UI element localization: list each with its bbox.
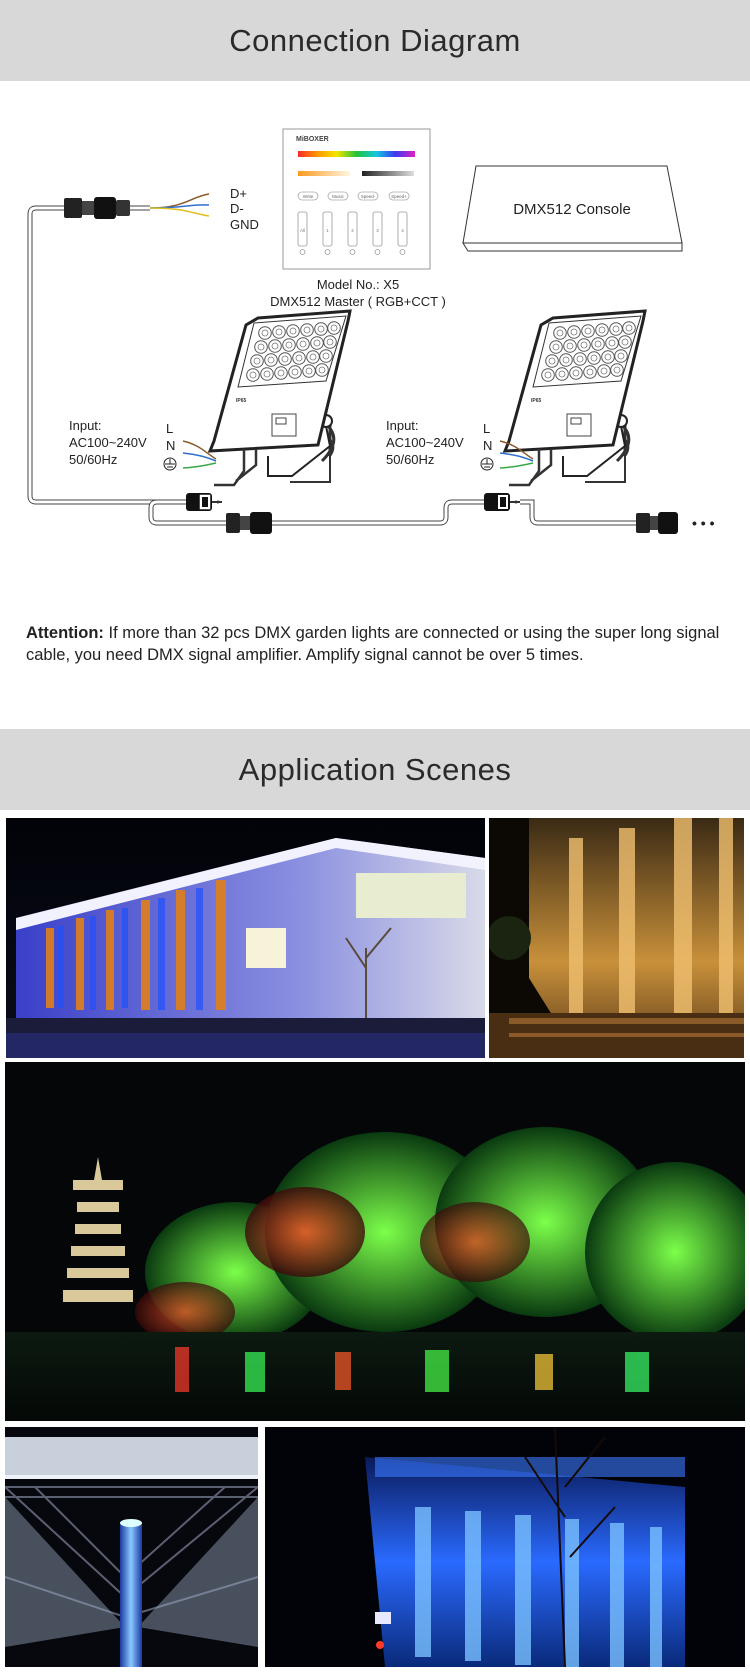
speed-up-button: Speed+ — [391, 194, 407, 199]
zone-all-label: All — [299, 228, 306, 233]
neutral-label-1: N — [166, 438, 176, 453]
zone-3-label: 3 — [376, 228, 379, 233]
floodlight-1 — [210, 311, 350, 485]
continuation-dots: • • • — [692, 515, 715, 531]
scene-classical-building — [489, 818, 744, 1058]
scene-blue-building — [265, 1427, 745, 1667]
zone-2-label: 2 — [351, 228, 354, 233]
dmx-cable-onward — [520, 502, 640, 523]
inline-connector — [226, 512, 272, 534]
d-plus-label: D+ — [230, 186, 247, 201]
panel-description-label: DMX512 Master ( RGB+CCT ) — [270, 294, 446, 309]
frequency-label-2: 50/60Hz — [386, 452, 435, 467]
model-number-label: Model No.: X5 — [316, 277, 400, 292]
music-button: Music — [332, 194, 344, 199]
frequency-label-1: 50/60Hz — [69, 452, 118, 467]
attention-text: If more than 32 pcs DMX garden lights are connected or using the super long signal cable, you need DMX signal amplifier. Amplify signal cannot be over 5 times. — [26, 624, 720, 664]
ground-icon — [481, 458, 493, 470]
connection-diagram — [0, 81, 750, 621]
dmx-signal-wires — [150, 194, 209, 216]
rgb-color-bar — [298, 151, 415, 157]
scene-steel-structure — [5, 1427, 258, 1667]
panel-brand: MiBOXER — [296, 136, 329, 143]
dmx512-master-panel — [283, 129, 430, 269]
write-button: Write — [302, 194, 314, 199]
t-connector-2 — [484, 493, 520, 511]
application-scenes-title: Application Scenes — [238, 752, 512, 787]
connection-diagram-title: Connection Diagram — [229, 23, 521, 58]
ip65-label: IP65 — [531, 398, 542, 404]
zone-4-label: 4 — [401, 228, 404, 233]
line-label-1: L — [166, 421, 174, 436]
input-label-1: Input: — [69, 418, 102, 433]
zone-1-label: 1 — [326, 228, 329, 233]
voltage-label-1: AC100~240V — [69, 435, 147, 450]
dmx512-console — [463, 166, 682, 251]
scene-garden-trees — [5, 1062, 745, 1421]
console-label: DMX512 Console — [513, 201, 631, 218]
line-label-2: L — [483, 421, 491, 436]
speed-down-button: Speed- — [360, 194, 376, 199]
attention-note — [26, 622, 726, 666]
attention-label: Attention: — [26, 624, 104, 642]
d-minus-label: D- — [230, 201, 244, 216]
connection-diagram-header — [0, 0, 750, 81]
application-scenes-header — [0, 729, 750, 810]
end-connector — [636, 512, 678, 534]
cct-bar — [298, 171, 350, 176]
gnd-label: GND — [230, 217, 259, 232]
ground-icon — [164, 458, 176, 470]
scene-building-facade — [6, 818, 485, 1058]
brightness-bar — [362, 171, 414, 176]
ip65-label: IP65 — [236, 398, 247, 404]
t-connector-1 — [186, 493, 222, 511]
voltage-label-2: AC100~240V — [386, 435, 464, 450]
neutral-label-2: N — [483, 438, 493, 453]
input-label-2: Input: — [386, 418, 419, 433]
waterproof-connector — [64, 197, 130, 219]
